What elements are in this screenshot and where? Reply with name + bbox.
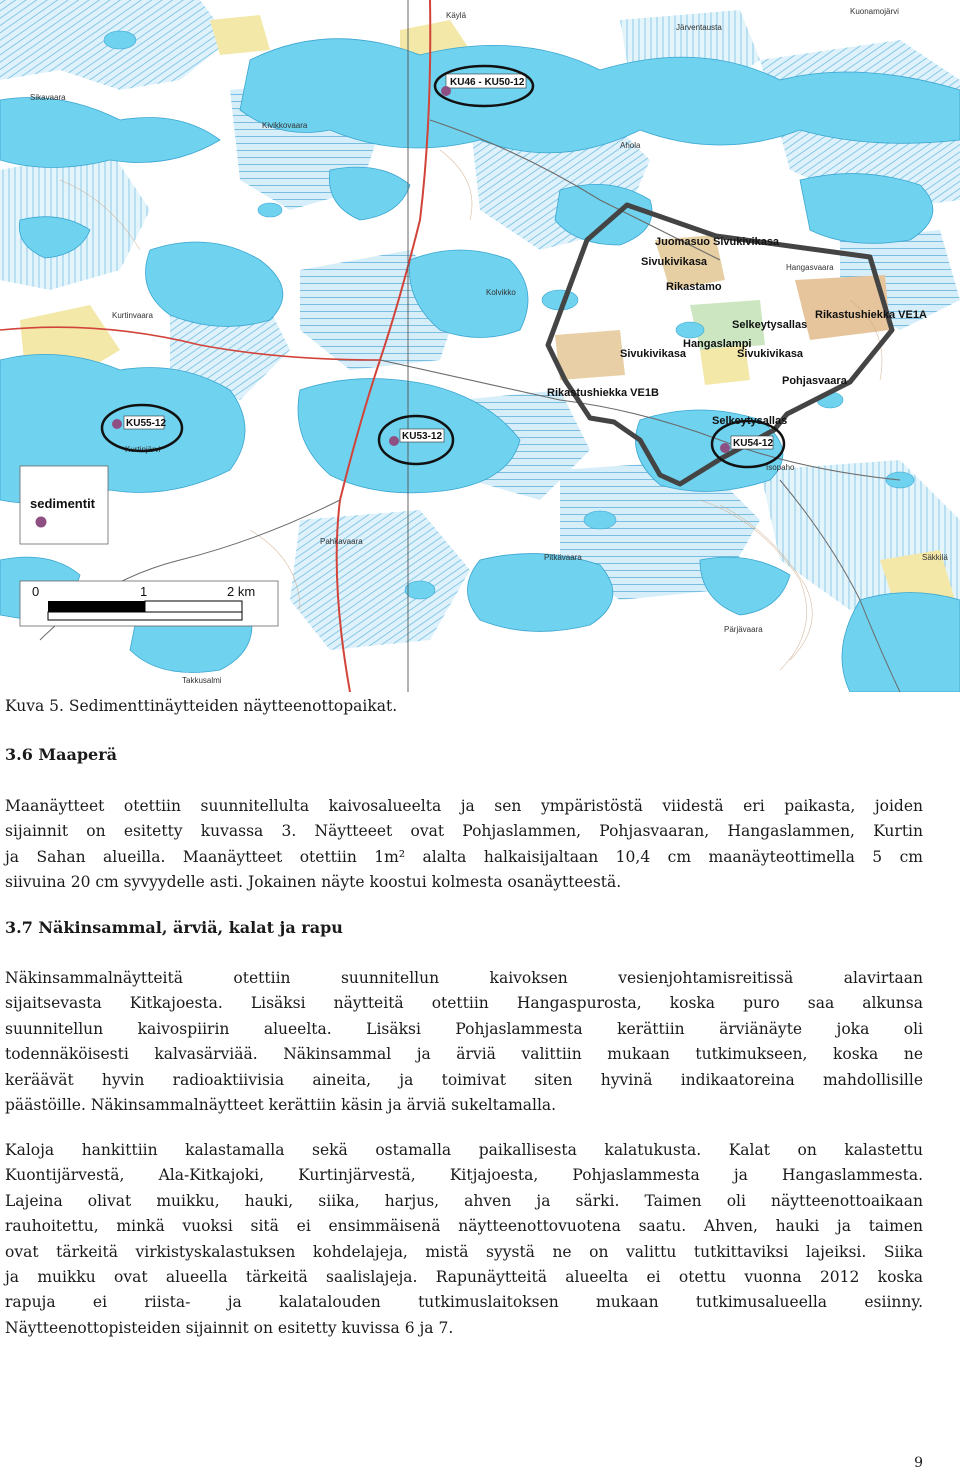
- sediment-sampling-map: [0, 0, 960, 692]
- legend-marker: [36, 517, 47, 528]
- svg-text:KU55-12: KU55-12: [126, 418, 167, 429]
- scale-tick-1: 1: [140, 584, 148, 599]
- scale-tick-2: 2 km: [227, 584, 256, 599]
- text-line: keräävät hyvin radioaktiivisia aineita, ja toimivat siten hyvinä indikaatoreina mahdollisille: [5, 1070, 923, 1089]
- svg-text:KU46 - KU50-12: KU46 - KU50-12: [450, 77, 525, 88]
- map-legend: [20, 466, 108, 544]
- text-line: ja muikku ovat alueella tärkeitä saalislajeja. Rapunäytteitä alueelta ei otettu vuonna 2012 koska: [5, 1268, 923, 1287]
- text-line: sijaitsevasta Kitkajoesta. Lisäksi näytteitä otettiin Hangaspurosta, koska puro saa alkunsa: [5, 994, 923, 1013]
- place-name: Ahola: [620, 141, 641, 150]
- place-name: Kolvikko: [486, 288, 516, 297]
- place-name: Kuonamojärvi: [850, 7, 899, 16]
- scale-tick-0: 0: [32, 584, 40, 599]
- text-line: Maanäytteet otettiin suunnitellulta kaivosalueelta ja sen ympäristöstä viidestä eri paikasta, joiden: [5, 797, 923, 815]
- place-name: Pärjävaara: [724, 625, 763, 634]
- site-marker: [112, 419, 122, 429]
- area-label-sivukivikasa-4: Sivukivikasa: [737, 348, 804, 360]
- place-name: Hangasvaara: [786, 263, 834, 272]
- area-label-hangaslampi: Hangaslampi: [683, 338, 752, 350]
- area-label-pohjasvaara: Pohjasvaara: [782, 375, 847, 387]
- page-number: 9: [914, 1455, 923, 1471]
- place-name: Isopaho: [766, 463, 795, 472]
- place-name: Kivikkovaara: [262, 121, 308, 130]
- place-name: Kurtinjärvi: [125, 445, 161, 454]
- area-label-rikastushiekka-ve1a: Rikastushiekka VE1A: [815, 309, 927, 321]
- paragraph-nakinsammal: [5, 966, 923, 1118]
- area-label-rikastamo: Rikastamo: [666, 281, 722, 293]
- area-label-selkeytysallas-1: Selkeytysallas: [732, 319, 808, 331]
- area-label-sivukivikasa-1: Sivukivikasa: [713, 236, 780, 248]
- site-marker: [389, 436, 399, 446]
- place-name: Pahkavaara: [320, 537, 363, 546]
- section-heading-nakinsammal: 3.7 Näkinsammal, ärviä, kalat ja rapu: [5, 918, 343, 937]
- text-line: suunnitellun kaivospiirin alueelta. Lisäksi Pohjaslammesta kerättiin ärviänäyte joka oli: [5, 1019, 923, 1038]
- place-name: Käylä: [446, 11, 467, 20]
- site-marker: [441, 86, 451, 96]
- place-name: Järventausta: [676, 23, 722, 32]
- section-heading-maapera: 3.6 Maaperä: [5, 745, 118, 764]
- place-name: Takkusalmi: [182, 676, 222, 685]
- area-label-sivukivikasa-2: Sivukivikasa: [641, 256, 708, 268]
- text-line: Näytteenottopisteiden sijainnit on esitetty kuvissa 6 ja 7.: [5, 1318, 454, 1337]
- text-line: ja Sahan alueilla. Maanäytteet otettiin 1m² alalta halkaisijaltaan 10,4 cm maanäyteottimella 5 cm: [5, 847, 923, 866]
- text-line: siivuina 20 cm syvyydelle asti. Jokainen näyte koostui kolmesta osanäytteestä.: [5, 873, 622, 892]
- place-name: Sikavaara: [30, 93, 66, 102]
- area-label-sivukivikasa-3: Sivukivikasa: [620, 348, 687, 360]
- text-line: Kuontijärvestä, Ala-Kitkajoki, Kurtinjärvestä, Kitjajoesta, Pohjaslammesta ja Hangaslammesta.: [5, 1166, 923, 1185]
- text-line: sijainnit on esitetty kuvassa 3. Näytteeet ovat Pohjaslammen, Pohjasvaaran, Hangaslammen, Kurtin: [5, 822, 923, 841]
- area-label-juomasuo: Juomasuo: [655, 236, 711, 248]
- text-line: todennäköisesti kalvasärviää. Näkinsammal ja ärviä valittiin mukaan tutkimukseen, koska ne: [5, 1045, 923, 1064]
- place-name: Säkkilä: [922, 553, 948, 562]
- svg-text:KU53-12: KU53-12: [402, 431, 443, 442]
- text-line: Kaloja hankittiin kalastamalla sekä ostamalla paikallisesta kalatukusta. Kalat on kalastettu: [5, 1141, 923, 1159]
- area-label-selkeytysallas-2: Selkeytysallas: [712, 415, 788, 427]
- paragraph-maapera: [5, 794, 923, 896]
- text-line: rapuja ei riista- ja kalatalouden tutkimuslaitoksen mukaan tutkimusalueella esiinny.: [5, 1293, 923, 1312]
- site-marker: [720, 443, 730, 453]
- text-line: Lajeina olivat muikku, hauki, siika, harjus, ahven ja särki. Taimen oli näytteenottoaikaan: [5, 1191, 923, 1210]
- area-label-rikastushiekka-ve1b: Rikastushiekka VE1B: [547, 387, 659, 399]
- figure-caption: Kuva 5. Sedimenttinäytteiden näytteenottopaikat.: [5, 697, 398, 715]
- paragraph-kalat: [5, 1138, 923, 1341]
- text-line: rauhoitettu, minkä vuoksi sitä ei ensimmäisenä näytteenottovuotena saatu. Ahven, hauki ja taimen: [5, 1217, 923, 1236]
- map-canvas: [0, 0, 960, 692]
- place-name: Pitkävaara: [544, 553, 582, 562]
- svg-text:KU54-12: KU54-12: [733, 438, 774, 449]
- place-name: Kurtinvaara: [112, 311, 153, 320]
- text-line: päästöille. Näkinsammalnäytteet kerättiin käsin ja ärviä sukeltamalla.: [5, 1096, 557, 1115]
- text-line: ovat tärkeitä virkistyskalastuksen kohdelajeja, mistä syystä ne on valittu tutkittaviksi lajeiksi. Siika: [5, 1242, 923, 1261]
- text-line: Näkinsammalnäytteitä otettiin suunnitellun kaivoksen vesienjohtamisreitissä alavirtaan: [5, 969, 923, 987]
- scale-bar: [20, 581, 278, 626]
- legend-label: sedimentit: [30, 496, 96, 511]
